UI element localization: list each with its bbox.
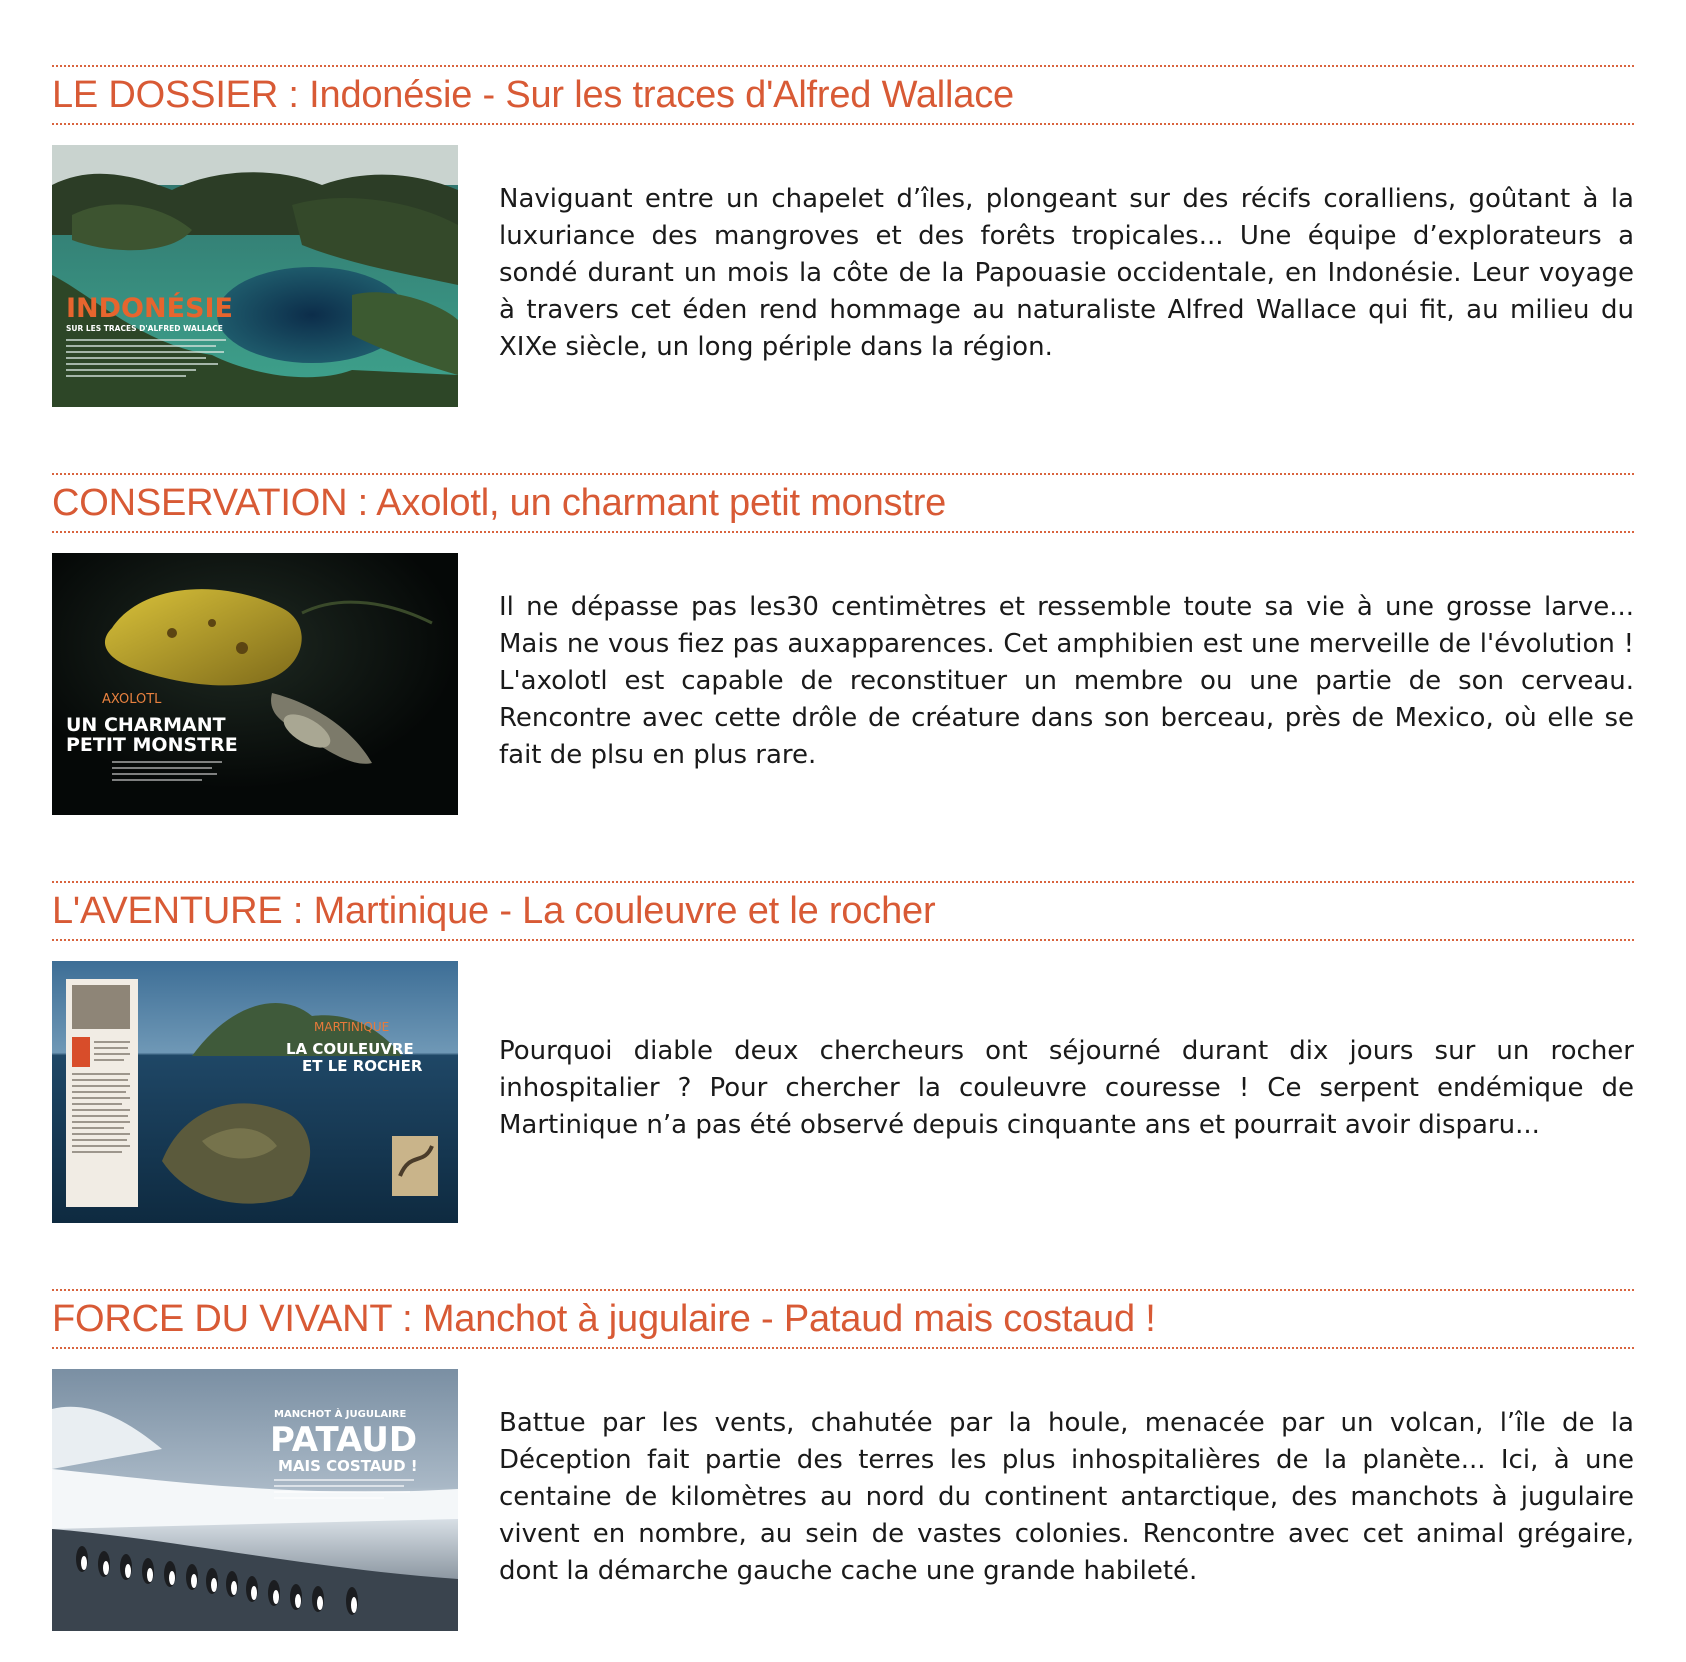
thumb-title-line1: PATAUD (270, 1420, 418, 1460)
magazine-spread-image[interactable] (52, 145, 458, 407)
thumb-kicker: AXOLOTL (102, 692, 162, 707)
thumb-title-line1: UN CHARMANT (66, 714, 226, 736)
article-summary: Il ne dépasse pas les30 centimètres et ressemble toute sa vie à une grosse larve... Mais ne vous fiez pas auxapparences. Cet amphibien est une merveille de l'évolution ! L'axolotl est capable de reconstituer un membre ou une partie de son cerveau. Rencontre avec cette drôle de créature dans son berceau, près de Mexico, où elle se fait de plsu en plus rare. (499, 592, 1634, 770)
divider-bottom (52, 531, 1634, 533)
thumb-title-line1: LA COULEUVRE (286, 1040, 414, 1058)
thumb-title-line2: PETIT MONSTRE (66, 734, 238, 756)
article-summary: Pourquoi diable deux chercheurs ont séjourné durant dix jours sur un rocher inhospitalier ? Pour chercher la couleuvre couresse ! Ce serpent endémique de Martinique n’a pas été observé depuis cinquante ans et pourrait avoir disparu... (499, 1036, 1634, 1140)
article-heading[interactable]: L'AVENTURE : Martinique - La couleuvre et le rocher (52, 890, 936, 932)
article-heading[interactable]: LE DOSSIER : Indonésie - Sur les traces d'Alfred Wallace (52, 74, 1014, 116)
thumb-kicker: MARTINIQUE (314, 1020, 390, 1034)
divider-bottom (52, 1347, 1634, 1349)
divider-bottom (52, 123, 1634, 125)
thumb-title: INDONÉSIE (66, 293, 233, 324)
magazine-spread-image[interactable] (52, 1369, 458, 1631)
article-axolotl (52, 473, 1634, 815)
magazine-spread-image[interactable] (52, 961, 458, 1223)
thumb-title-line2: MAIS COSTAUD ! (278, 1457, 418, 1475)
article-heading[interactable]: CONSERVATION : Axolotl, un charmant petit monstre (52, 482, 947, 524)
article-indonesie (52, 65, 1634, 407)
article-summary: Naviguant entre un chapelet d’îles, plongeant sur des récifs coralliens, goûtant à la luxuriance des mangroves et des forêts tropicales... Une équipe d’explorateurs a sondé durant un mois la côte de la Papouasie occidentale, en Indonésie. Leur voyage à travers cet éden rend hommage au naturaliste Alfred Wallace qui fit, au milieu du XIXe siècle, un long périple dans la région. (499, 184, 1634, 362)
thumb-title-line2: ET LE ROCHER (302, 1057, 423, 1075)
article-heading[interactable]: FORCE DU VIVANT : Manchot à jugulaire - Pataud mais costaud ! (52, 1298, 1156, 1340)
magazine-spread-image[interactable] (52, 553, 458, 815)
thumb-subtitle: SUR LES TRACES D'ALFRED WALLACE (66, 324, 223, 333)
thumb-kicker: MANCHOT À JUGULAIRE (274, 1409, 407, 1420)
article-martinique (52, 881, 1634, 1223)
divider-bottom (52, 939, 1634, 941)
article-summary: Battue par les vents, chahutée par la houle, menacée par un volcan, l’île de la Déception fait partie des terres les plus inhospitalières de la planète... Ici, à une centaine de kilomètres au nord du continent antarctique, des manchots à jugulaire vivent en nombre, au sein de vastes colonies. Rencontre avec cet animal grégaire, dont la démarche gauche cache une grande habileté. (499, 1408, 1634, 1586)
article-manchot (52, 1289, 1634, 1631)
